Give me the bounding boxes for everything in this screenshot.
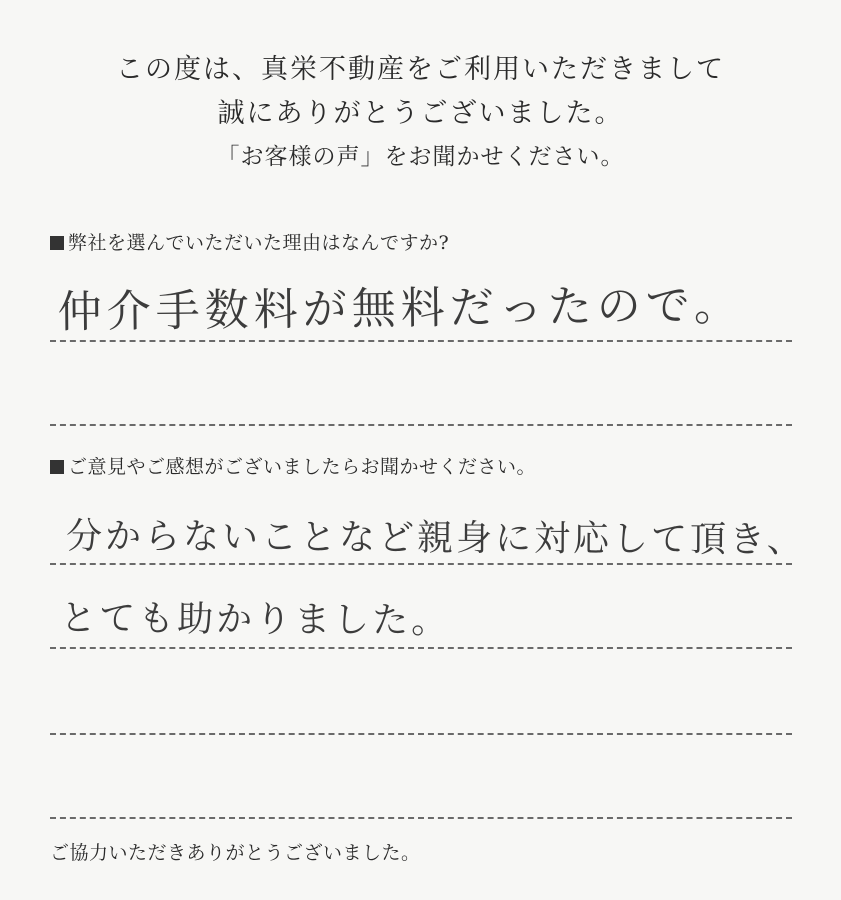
- header-line-1: この度は、真栄不動産をご利用いただきまして: [116, 54, 725, 85]
- header: [0, 48, 841, 178]
- question-2: [50, 452, 536, 479]
- question-2-label: ご意見やご感想がございましたらお聞かせください。: [68, 456, 537, 478]
- question-1: [50, 228, 449, 255]
- answer-2-line-1: 分からないことなど親身に対応して頂き、: [66, 516, 806, 561]
- answer-rule-4: [50, 647, 792, 649]
- square-bullet-icon: [50, 236, 64, 250]
- question-1-label: 弊社を選んでいただいた理由はなんですか?: [68, 232, 450, 254]
- square-bullet-icon: [50, 460, 64, 474]
- answer-rule-2: [50, 424, 792, 426]
- header-line-3: 「お客様の声」をお聞かせください。: [216, 144, 625, 170]
- answer-rule-5: [50, 733, 792, 735]
- header-line-2: 誠にありがとうございました。: [217, 98, 624, 129]
- answer-rule-6: [50, 817, 792, 819]
- answer-1-line-1: 仲介手数料が無料だったので。: [57, 279, 744, 339]
- footer-thanks: ご協力いただきありがとうございました。: [50, 842, 421, 864]
- answer-2-line-2: とても助かりました。: [60, 598, 451, 642]
- answer-rule-1: [50, 340, 792, 342]
- answer-rule-3: [50, 563, 792, 565]
